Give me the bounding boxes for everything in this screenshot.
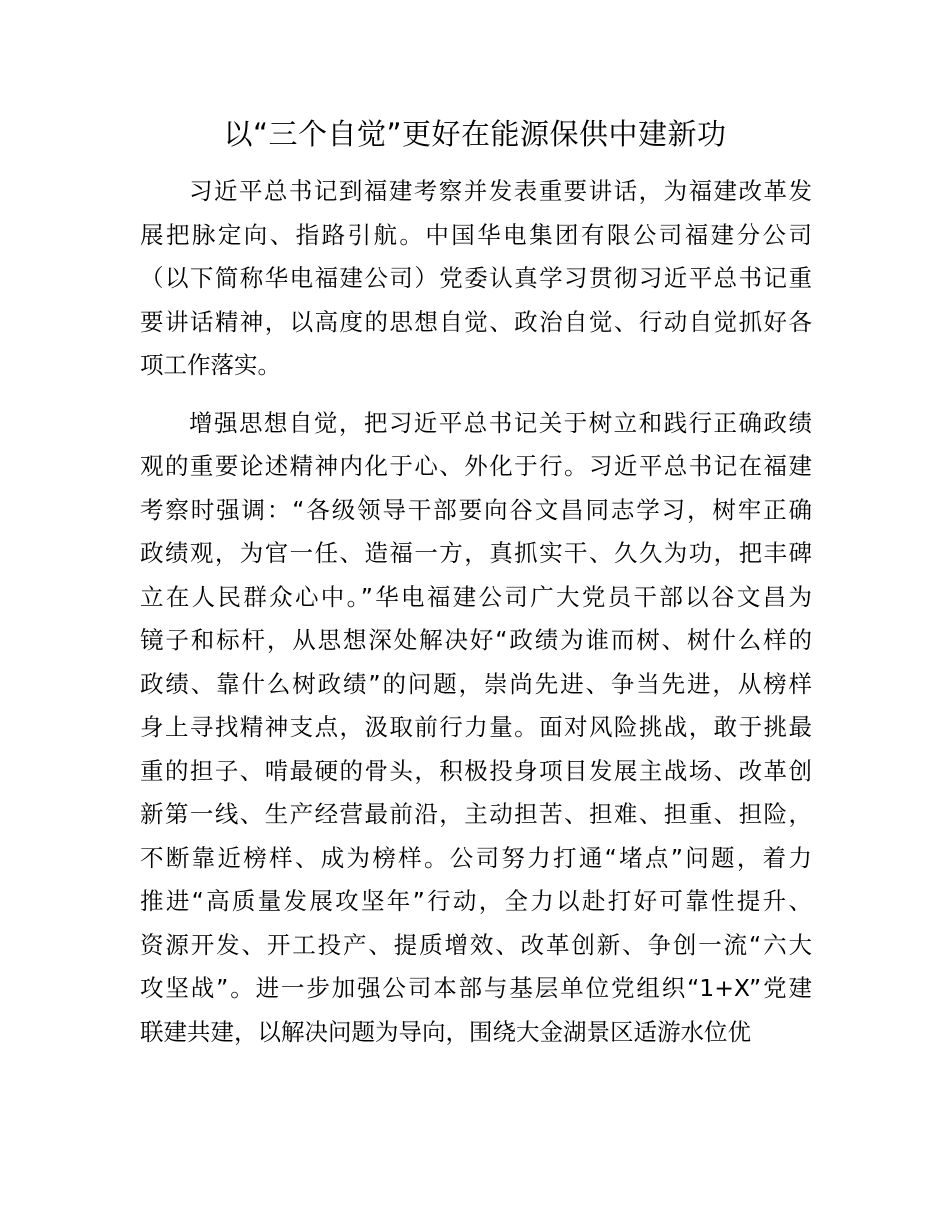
text-line: 不断靠近榜样、成为榜样。公司努力打通“堵点”问题，着力 — [140, 843, 812, 872]
text-line: 展把脉定向、指路引航。中国华电集团有限公司福建分公司 — [140, 220, 812, 249]
document-title: 以“三个自觉”更好在能源保供中建新功 — [223, 117, 727, 151]
text-line: 习近平总书记到福建考察并发表重要讲话，为福建改革发 — [189, 177, 812, 205]
paragraph-2 — [140, 402, 812, 1055]
text-line: 身上寻找精神支点，汲取前行力量。面对风险挑战，敢于挑最 — [140, 713, 812, 741]
text-line: 镜子和标杆，从思想深处解决好“政绩为谁而树、树什么样的 — [140, 626, 812, 654]
text-line: 重的担子、啃最硬的骨头，积极投身项目发展主战场、改革创 — [140, 756, 812, 785]
text-line: 增强思想自觉，把习近平总书记关于树立和践行正确政绩 — [189, 408, 812, 437]
text-line: 攻坚战”。进一步加强公司本部与基层单位党组织“1+X”党建 — [140, 974, 812, 1002]
text-line: 项工作落实。 — [140, 351, 281, 379]
text-line: 考察时强调：“各级领导干部要向谷文昌同志学习，树牢正确 — [140, 495, 812, 524]
text-line: 资源开发、开工投产、提质增效、改革创新、争创一流“六大 — [140, 930, 812, 959]
text-line: 立在人民群众心中。”华电福建公司广大党员干部以谷文昌为 — [140, 582, 812, 611]
document-body — [140, 170, 812, 1054]
text-line: 要讲话精神，以高度的思想自觉、政治自觉、行动自觉抓好各 — [140, 307, 812, 336]
text-line: 推进“高质量发展攻坚年”行动，全力以赴打好可靠性提升、 — [140, 887, 812, 915]
text-line: 联建共建，以解决问题为导向，围绕大金湖景区适游水位优 — [140, 1017, 751, 1046]
text-line: （以下简称华电福建公司）党委认真学习贯彻习近平总书记重 — [140, 264, 812, 292]
paragraph-1 — [140, 170, 812, 388]
text-line: 新第一线、生产经营最前沿，主动担苦、担难、担重、担险， — [140, 800, 812, 828]
text-line: 政绩、靠什么树政绩”的问题，崇尚先进、争当先进，从榜样 — [140, 669, 812, 698]
text-line: 观的重要论述精神内化于心、外化于行。习近平总书记在福建 — [140, 452, 812, 480]
text-line: 政绩观，为官一任、造福一方，真抓实干、久久为功，把丰碑 — [140, 539, 812, 567]
